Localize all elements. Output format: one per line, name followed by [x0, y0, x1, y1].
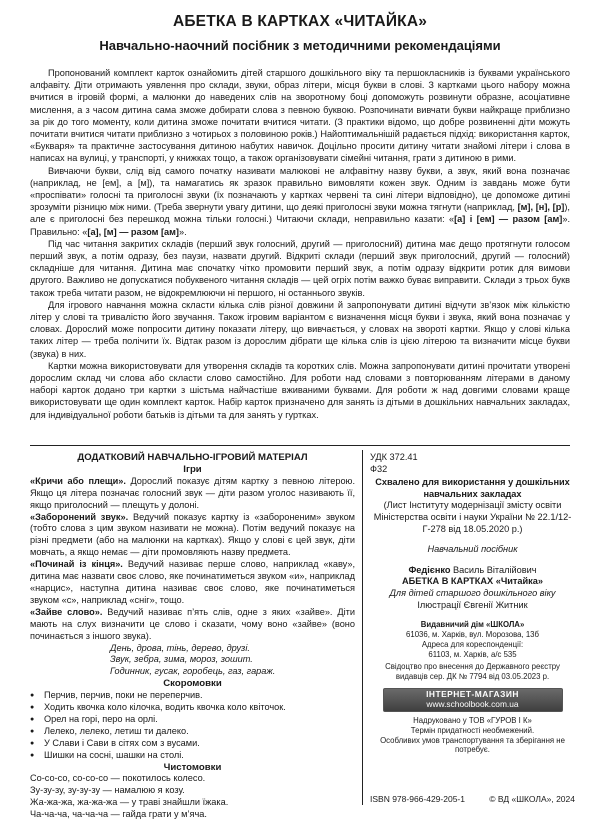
author-surname: Федієнко — [408, 564, 451, 575]
game-title: «Зайве слово». — [30, 606, 103, 617]
shop-url: www.schoolbook.com.ua — [426, 698, 519, 709]
game-title: «Починай із кінця». — [30, 559, 123, 570]
pure-speech-item: Ча-ча-ча, ча-ча-ча — гайда грати у м’яча. — [30, 809, 207, 820]
tongue-twister-item: ● Перчив, перчив, поки не переперчив. — [30, 690, 355, 702]
author-name: Василь Віталійович — [450, 564, 537, 575]
storage-note: Особливих умов транспортування та зберігання не потребує. — [380, 735, 565, 755]
online-shop-banner[interactable] — [383, 688, 563, 712]
intro-paragraph: Під час читання закритих складів (перший звук голосний, другий — приголосний) дитина має дещо протягнути голосом перший звук, а потім одразу, без паузи, назвати другий. Відкриті склади (перший звук приголосний, другий — голосний) складніше для читання. Дитина має спочатку чітко промовити перший звук, а потім одразу відкрити ротик для вимови другого. Важливо не допускатися побуквеного читання складів — цей огріх потім важко буває виправити. Склади з трьох букв також треба читати разом, не відокремлюючи ні першого, ні останнього звуків. — [30, 238, 570, 298]
correspondence-label: Адреса для кореспонденції: — [421, 639, 524, 649]
intro-paragraph: Пропонований комплект карток ознайомить дітей старшого дошкільного віку та першокласників із буквами українського алфавіту. Діти отримають уявлення про склади, звуки, образ літери, місця букви в слові. З картками цього набору можна вчитися в ігровій формі, а малюнки до наведених слів на зворотному боці допоможуть розвинути образне, асоціативне мислення, а з часом дитина сама зможе добирати слова з певною буквою. Розпочинати вивчати букви найкраще приблизно за рік до того моменту, коли дитина зможе почитати вчитися читати. (З практики відомо, що добре розвиненні діти можуть почитати вчитися читати приблизно з чотирьох з половиною років.) Найоптимальнішій радається підхід: використання карток, «Букваря» та практичне застосування дитиною набутих навичок. Доцільно просити дитину читати знайомі літери і слова в написах на вулиці, у транспорті, у книжках тощо, а також організовувати сімейні читання, грати з дитиною в рими. — [30, 68, 570, 164]
games-column — [30, 452, 355, 821]
word-list-line: Звук, зебра, зима, мороз, зошит. — [110, 654, 253, 665]
intro-text — [30, 67, 570, 421]
pure-speech-heading: Чистомовки — [163, 761, 222, 773]
text-run-bold: [м], [н], [р] — [517, 202, 565, 213]
game-title: «Кричи або плещи». — [30, 475, 126, 486]
publisher: Видавничий дім «ШКОЛА» — [420, 620, 525, 630]
printer: Надруковано у ТОВ «ГУРОВ І К» — [413, 715, 532, 725]
game-text: Ведучий показує картку із «забороненим» звуком (тобто слова з цим звуком називати не можна). Потім ведучий показує на різні предмети (або на малюнки на картках). Якщо у слові є цей звук, діти мовчать, а якщо немає — діти промовляють назву предмета. — [30, 511, 355, 558]
pure-speech-item: Зу-зу-зу, зу-зу-зу — намалюю я козу. — [30, 785, 185, 796]
approval-letter: (Лист Інституту модернізації змісту освіти Міністерства освіти і науки України № 22.1/12-Г-278 від 18.05.2020 р.) — [373, 500, 572, 534]
intro-paragraph — [30, 165, 570, 238]
text-run: ), але є приголосні без перешкод можна тільки голосні.) Читаючи склади, неправильно казати: « — [30, 202, 570, 225]
text-run-bold: [а] і [ем] — разом [ам] — [454, 214, 563, 225]
intro-paragraph: Картки можна використовувати для утворення складів та коротких слів. Можна запропонувати дитині прочитати утворені дорослим склад чи слова або скласти слово самостійно. Для роботи над словами з повторюванням літерами в даному наборі карток додано три картки з шістьма найчастіше вживаними буквами. Для роботи ж над довгими словами краще використовувати ще один комплект карток. Набір карток призначено для занять із дітьми в дошкільних навчальних закладах, для індивідуальної роботи батьків із дітьми та для занять у гуртках. — [30, 360, 570, 420]
udk-code: УДК 372.41 — [370, 452, 418, 462]
tongue-twister-item: ● Шишки на сосні, шашки на столі. — [30, 750, 355, 762]
shelf-life: Термін придатності необмежений. — [410, 725, 535, 735]
game-title: «Заборонений звук». — [30, 511, 129, 522]
illustrator: Ілюстрації Євгенії Житник — [417, 599, 528, 610]
tongue-twister-item: ● У Слави і Сави в сітях сом з вусами. — [30, 738, 355, 750]
audience: Для дітей старшого дошкільного віку — [389, 587, 556, 598]
colophon-footer — [370, 794, 575, 804]
text-run: Вивчаючи букви, слід від самого початку називати малюкові не алфавітну назву букви, а звук, який вона позначає (наприклад, не [ем], а [м]), та намагатись як зразок правильно вимовляти кожен звук. Одним із завдань може бути «проспівати» голосні та приголосні звуки (їх позначають у картках червені та сині літери відповідно), це допоможе дитині зрозуміти різницю між ними. (Треба звернути увагу дитини, що деякі приголосні звуки можна тягнути (наприклад, — [30, 165, 570, 213]
game-item — [30, 512, 355, 560]
copyright: © ВД «ШКОЛА», 2024 — [489, 794, 575, 804]
text-run-bold: [а], [м] — разом [ам] — [87, 226, 179, 237]
isbn: ISBN 978-966-429-205-1 — [370, 794, 465, 804]
publisher-address: 61036, м. Харків, вул. Морозова, 13б — [406, 629, 539, 639]
pure-speech-item: Жа-жа-жа, жа-жа-жа — у траві знайшли їжака. — [30, 797, 229, 808]
registry-certificate: Свідоцтво про внесення до Державного реєстру видавців сер. ДК № 7794 від 03.05.2023 р. — [385, 662, 560, 682]
author — [370, 565, 575, 577]
intro-paragraph: Для ігрового навчання можна скласти кілька слів різної довжини й запропонувати дитині відчути зв’язок між кількістю літер у слові та тривалістю його звучання. Також ігровим варіантом є визначення місця букви і звука, який вона позначає у словах. Дорослий може попросити дитину показати літеру, що вивчається, у словах на звороті картки. Якщо у слові кілька таких літер — треба полічити їх. Відтак разом із дорослим дібрати ще кілька слів із цією літерою та визначити місце букви (звука) в них. — [30, 299, 570, 359]
tongue-twisters-heading: Скоромовки — [163, 678, 222, 690]
game-text: Ведучий називає перше слово, наприклад «каву», дитина має назвати своє слово, яке починатиметься звуком «и», наприклад «нарцис», наступна дитина називає своє слово, яке починатиметься звуком «с», наприклад «сніг», тощо. — [30, 559, 355, 605]
colophon — [370, 452, 575, 755]
section-divider — [30, 445, 570, 446]
game-text: Дорослий показує дітям картку з певною літерою. Якщо ця літера позначає голосний звук — діти разом уголос називають її, якщо приголосний — плещуть у долоні. — [30, 475, 355, 510]
tongue-twister-item: ● Лелеко, лелеко, летиш ти далеко. — [30, 726, 355, 738]
column-divider — [362, 450, 363, 805]
classification-code: Ф32 — [370, 463, 388, 474]
word-list — [110, 643, 355, 679]
shop-label: ІНТЕРНЕТ-МАГАЗИН — [426, 688, 519, 699]
word-list-line: День, дрова, тінь, дерево, друзі. — [110, 642, 250, 653]
word-list-line: Годинник, гусак, горобець, газ, гараж. — [110, 666, 276, 677]
correspondence-address: 61103, м. Харків, а/с 535 — [428, 649, 517, 659]
approval-note: Схвалено для використання у дошкільних навчальних закладах — [375, 477, 570, 499]
game-item — [30, 559, 355, 607]
game-item — [30, 476, 355, 512]
book-title: АБЕТКА В КАРТКАХ «Читайка» — [401, 576, 544, 587]
tongue-twister-item: ● Орел на горі, перо на орлі. — [30, 714, 355, 726]
games-subheading: Ігри — [183, 463, 202, 475]
text-run: ». — [178, 226, 187, 237]
page-title: АБЕТКА В КАРТКАХ «ЧИТАЙКА» — [172, 13, 428, 30]
game-item — [30, 607, 355, 643]
tongue-twister-item: ● Ходить квочка коло кілочка, водить квочка коло квіточок. — [30, 702, 355, 714]
page-subtitle: Навчально-наочний посібник з методичними рекомендаціями — [99, 38, 501, 53]
game-text: Ведучий називає п’ять слів, одне з яких «зайве». Діти мають на слух визначити це слово і сказати, чому воно «зайве» (воно починається з іншого звука). — [30, 606, 355, 641]
text-run: ». Правильно: « — [30, 214, 570, 237]
pure-speech-item: Со-со-со, со-со-со — покотилось колесо. — [30, 773, 206, 784]
book-type: Навчальний посібник — [427, 544, 518, 555]
games-column-heading: ДОДАТКОВИЙ НАВЧАЛЬНО-ІГРОВИЙ МАТЕРІАЛ — [77, 452, 308, 463]
